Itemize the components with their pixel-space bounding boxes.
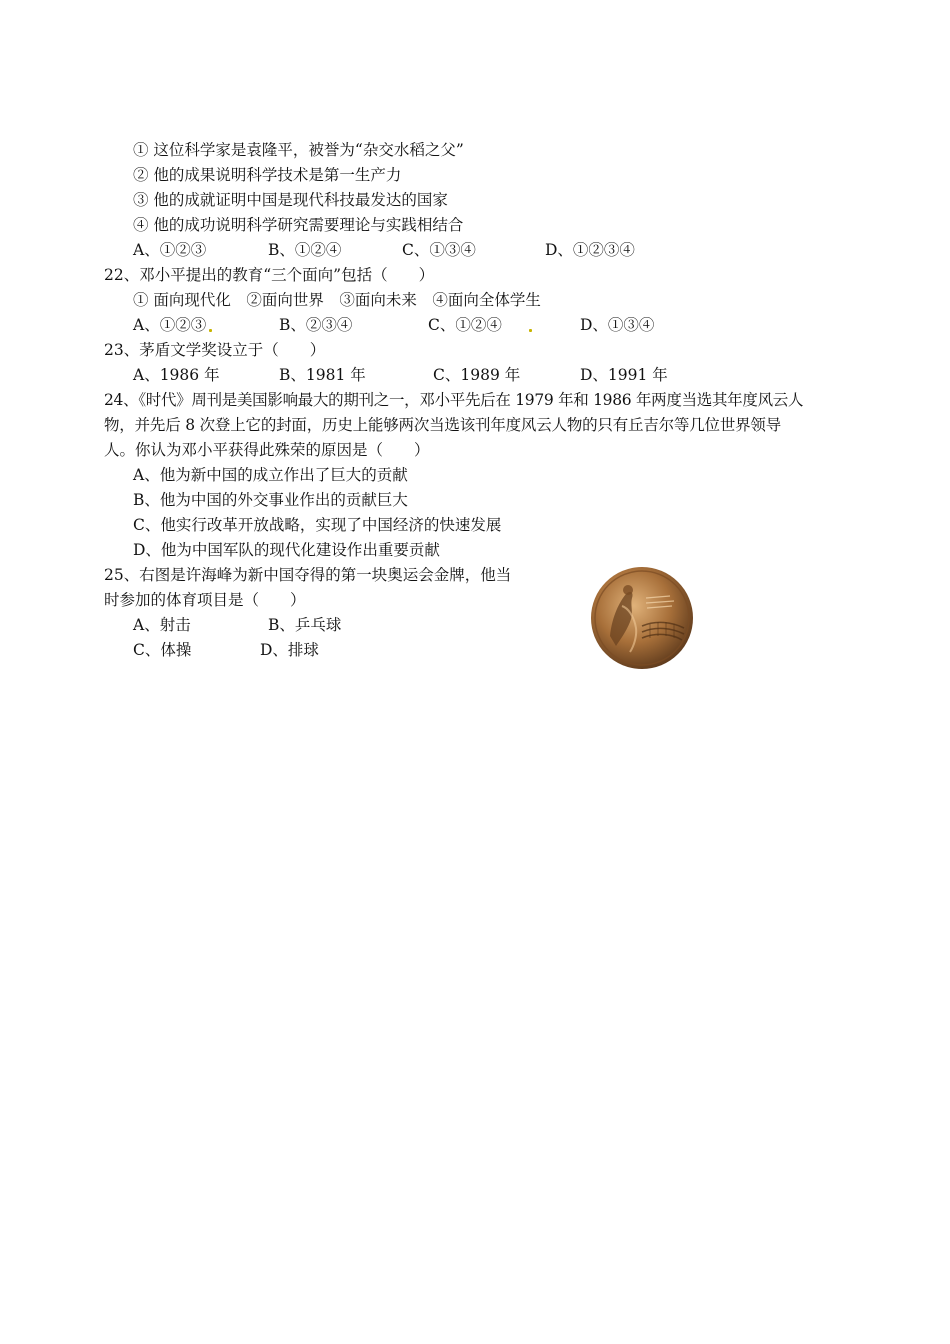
q25-stem-line-1: 25、右图是许海峰为新中国夺得的第一块奥运会金牌，他当 [104,566,512,584]
olympic-medal-image [590,566,694,670]
q25-option-a: A、射击 [133,616,191,634]
q22-option-a: A、①②③ [133,316,207,334]
q22-stem: 22、邓小平提出的教育“三个面向”包括（ ） [104,266,435,284]
q24-stem-line-3: 人。你认为邓小平获得此殊荣的原因是（ ） [104,441,430,459]
q24-option-b: B、他为中国的外交事业作出的贡献巨大 [133,491,408,509]
q24-option-a: A、他为新中国的成立作出了巨大的贡献 [133,466,408,484]
q21-item-2: ② 他的成果说明科学技术是第一生产力 [133,166,402,184]
q23-option-c: C、1989 年 [433,366,521,384]
q24-stem-line-2: 物，并先后 8 次登上它的封面，历史上能够两次当选该刊年度风云人物的只有丘吉尔等几位世界领导 [104,416,782,434]
q25-stem-line-2: 时参加的体育项目是（ ） [104,591,306,609]
q23-stem: 23、茅盾文学奖设立于（ ） [104,341,326,359]
q23-option-b: B、1981 年 [279,366,366,384]
q21-option-a: A、①②③ [133,241,207,259]
q24-stem-line-1: 24、《时代》周刊是美国影响最大的期刊之一，邓小平先后在 1979 年和 1986 年两度当选其年度风云人 [104,391,804,409]
q21-option-d: D、①②③④ [545,241,635,259]
q23-option-d: D、1991 年 [580,366,668,384]
q21-item-1: ① 这位科学家是袁隆平，被誉为“杂交水稻之父” [133,141,464,159]
q21-item-4: ④ 他的成功说明科学研究需要理论与实践相结合 [133,216,464,234]
q22-option-b: B、②③④ [279,316,353,334]
q25-option-b: B、乒乓球 [268,616,342,634]
q24-option-c: C、他实行改革开放战略，实现了中国经济的快速发展 [133,516,502,534]
q24-option-d: D、他为中国军队的现代化建设作出重要贡献 [133,541,440,559]
mark-dot [529,329,532,332]
q23-option-a: A、1986 年 [133,366,220,384]
q22-items: ① 面向现代化 ②面向世界 ③面向未来 ④面向全体学生 [133,291,541,309]
q21-option-b: B、①②④ [268,241,342,259]
q25-option-c: C、体操 [133,641,192,659]
q25-option-d: D、排球 [260,641,319,659]
q22-option-d: D、①③④ [580,316,655,334]
q21-item-3: ③ 他的成就证明中国是现代科技最发达的国家 [133,191,448,209]
mark-dot [209,329,212,332]
q22-option-c: C、①②④ [428,316,502,334]
q21-option-c: C、①③④ [402,241,476,259]
